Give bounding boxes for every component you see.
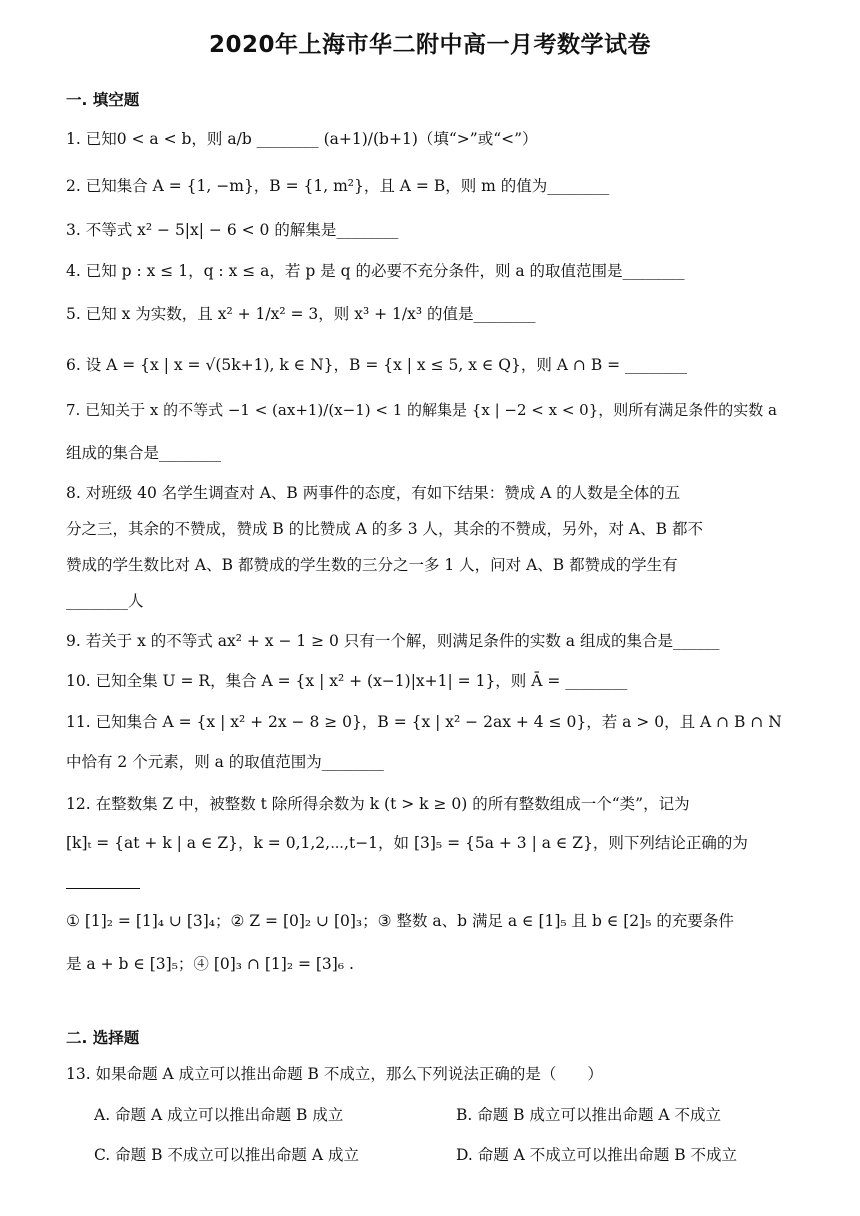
option-c: C. 命题 B 不成立可以推出命题 A 成立 (94, 1146, 359, 1164)
question-7-line-1: 7. 已知关于 x 的不等式 −1 < (ax+1)/(x−1) < 1 的解集是 {x | −2 < x < 0}，则所有满足条件的实数 a (66, 401, 777, 419)
question-2: 2. 已知集合 A = {1, −m}，B = {1, m²}，且 A = B，则 m 的值为________ (66, 177, 610, 195)
section-fill-in: 一. 填空题 (66, 91, 140, 109)
question-12-line-4: ① [1]₂ = [1]₄ ∪ [3]₄；② Z = [0]₂ ∪ [0]₃；③ 整数 a、b 满足 a ∈ [1]₅ 且 b ∈ [2]₅ 的充要条件 (66, 912, 734, 930)
question-4: 4. 已知 p : x ≤ 1，q : x ≤ a，若 p 是 q 的必要不充分条件，则 a 的取值范围是________ (66, 262, 685, 280)
question-8-line-1: 8. 对班级 40 名学生调查对 A、B 两事件的态度，有如下结果：赞成 A 的人数是全体的五 (66, 484, 681, 502)
question-7-line-2: 组成的集合是________ (66, 444, 222, 462)
question-8-line-4: ________人 (66, 592, 144, 610)
question-12-line-1: 12. 在整数集 Z 中，被整数 t 除所得余数为 k (t > k ≥ 0) 的所有整数组成一个“类”，记为 (66, 795, 690, 813)
question-12-line-5: 是 a + b ∈ [3]₅；④ [0]₃ ∩ [1]₂ = [3]₆ . (66, 955, 354, 973)
question-1: 1. 已知0 < a < b，则 a/b ________ (a+1)/(b+1)（填“>”或“<”） (66, 130, 538, 148)
answer-blank-line (66, 888, 140, 889)
question-9: 9. 若关于 x 的不等式 ax² + x − 1 ≥ 0 只有一个解，则满足条件的实数 a 组成的集合是______ (66, 632, 720, 650)
section-multiple-choice: 二. 选择题 (66, 1029, 140, 1047)
option-d: D. 命题 A 不成立可以推出命题 B 不成立 (456, 1146, 738, 1164)
question-12-line-2: [k]ₜ = {at + k | a ∈ Z}，k = 0,1,2,⋯,t−1，如 [3]₅ = {5a + 3 | a ∈ Z}，则下列结论正确的为 (66, 834, 748, 852)
question-3: 3. 不等式 x² − 5|x| − 6 < 0 的解集是________ (66, 221, 399, 239)
question-5: 5. 已知 x 为实数，且 x² + 1/x² = 3，则 x³ + 1/x³ 的值是________ (66, 305, 536, 323)
question-6: 6. 设 A = {x | x = √(5k+1), k ∈ N}，B = {x | x ≤ 5, x ∈ Q}，则 A ∩ B = ________ (66, 356, 688, 374)
question-10: 10. 已知全集 U = R，集合 A = {x | x² + (x−1)|x+1| = 1}，则 Ā = ________ (66, 672, 628, 690)
option-a: A. 命题 A 成立可以推出命题 B 成立 (94, 1106, 344, 1124)
option-b: B. 命题 B 成立可以推出命题 A 不成立 (456, 1106, 722, 1124)
question-13: 13. 如果命题 A 成立可以推出命题 B 不成立，那么下列说法正确的是（ ） (66, 1065, 603, 1083)
question-8-line-2: 分之三，其余的不赞成，赞成 B 的比赞成 A 的多 3 人，其余的不赞成，另外，对 A、B 都不 (66, 520, 703, 538)
question-11-line-2: 中恰有 2 个元素，则 a 的取值范围为________ (66, 753, 384, 771)
exam-title: 2020年上海市华二附中高一月考数学试卷 (208, 32, 651, 58)
question-8-line-3: 赞成的学生数比对 A、B 都赞成的学生数的三分之一多 1 人，问对 A、B 都赞成的学生有 (66, 556, 678, 574)
question-11-line-1: 11. 已知集合 A = {x | x² + 2x − 8 ≥ 0}，B = {x | x² − 2ax + 4 ≤ 0}，若 a > 0，且 A ∩ B ∩ N (66, 713, 782, 731)
